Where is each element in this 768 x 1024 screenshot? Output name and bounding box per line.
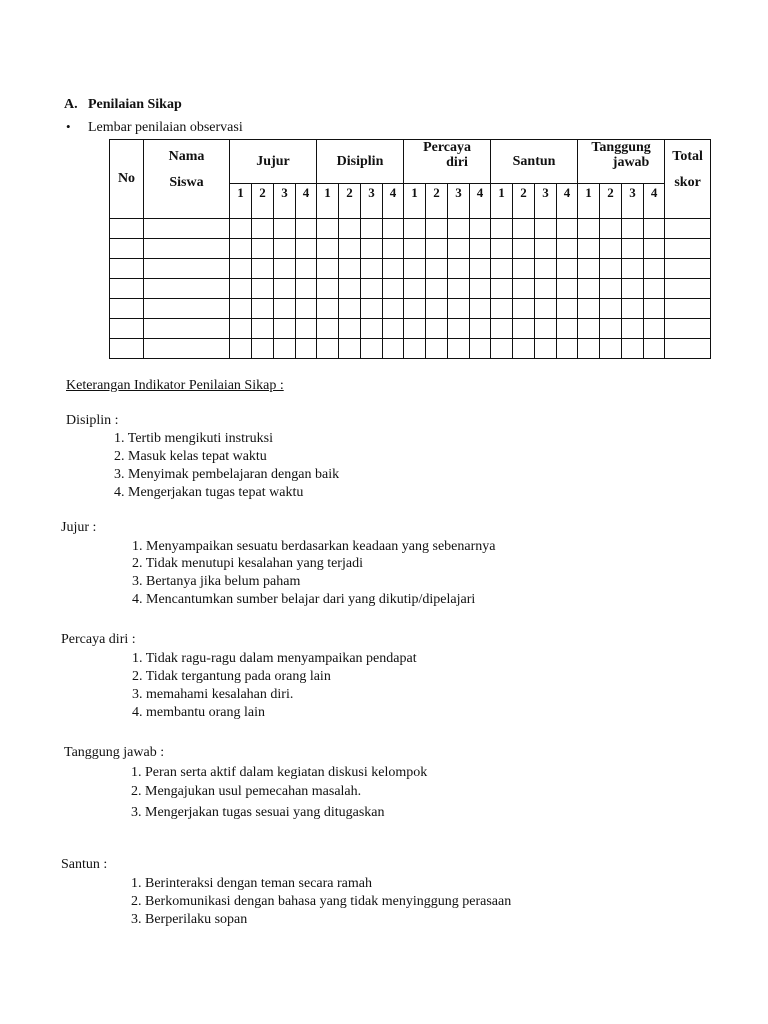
table-cell xyxy=(535,319,557,339)
table-cell xyxy=(426,239,448,259)
table-cell xyxy=(404,239,426,259)
table-cell xyxy=(535,339,557,359)
table-cell xyxy=(274,299,296,319)
score-column-header: 3 xyxy=(622,184,644,219)
score-column-header: 1 xyxy=(491,184,513,219)
table-cell xyxy=(230,339,252,359)
table-cell xyxy=(274,279,296,299)
score-column-header: 1 xyxy=(230,184,252,219)
table-cell xyxy=(470,239,491,259)
table-cell xyxy=(230,219,252,239)
table-cell xyxy=(110,319,144,339)
table-cell xyxy=(426,259,448,279)
heading-title: Penilaian Sikap xyxy=(88,97,182,112)
table-cell xyxy=(535,239,557,259)
legend-title: Keterangan Indikator Penilaian Sikap : xyxy=(66,378,284,393)
column-header-group-line: diri xyxy=(446,155,468,170)
table-cell xyxy=(470,299,491,319)
column-header-total-line: Total xyxy=(672,149,703,164)
list-item: 4. Mengerjakan tugas tepat waktu xyxy=(114,485,304,500)
table-cell xyxy=(404,219,426,239)
table-cell xyxy=(644,279,665,299)
table-cell xyxy=(230,239,252,259)
table-cell xyxy=(557,239,578,259)
table-cell xyxy=(317,319,339,339)
table-cell xyxy=(622,299,644,319)
table-cell xyxy=(144,259,230,279)
column-header-no: No xyxy=(110,140,144,219)
table-cell xyxy=(470,259,491,279)
assessment-table xyxy=(109,139,711,359)
table-cell xyxy=(404,279,426,299)
table-cell xyxy=(665,299,711,319)
list-item: 2. Tidak menutupi kesalahan yang terjadi xyxy=(132,556,363,571)
table-cell xyxy=(448,239,470,259)
table-cell xyxy=(491,259,513,279)
column-header-nama-siswa xyxy=(144,140,230,219)
table-cell xyxy=(470,219,491,239)
list-item: 3. memahami kesalahan diri. xyxy=(132,687,294,702)
table-cell xyxy=(252,319,274,339)
table-cell xyxy=(448,219,470,239)
table-row xyxy=(110,259,711,279)
table-cell xyxy=(426,339,448,359)
list-item: 1. Tidak ragu-ragu dalam menyampaikan pendapat xyxy=(132,651,417,666)
table-cell xyxy=(535,279,557,299)
table-cell xyxy=(600,219,622,239)
table-cell xyxy=(317,339,339,359)
column-header-group xyxy=(578,140,665,184)
list-item: 3. Berperilaku sopan xyxy=(131,912,248,927)
table-cell xyxy=(426,279,448,299)
table-cell xyxy=(230,319,252,339)
section-label-santun: Santun : xyxy=(61,857,108,872)
score-column-header: 4 xyxy=(383,184,404,219)
table-cell xyxy=(578,319,600,339)
table-cell xyxy=(317,299,339,319)
column-header-total-line: skor xyxy=(674,175,701,190)
score-column-header: 1 xyxy=(578,184,600,219)
column-header-group-line: Disiplin xyxy=(336,153,384,169)
table-cell xyxy=(622,239,644,259)
table-cell xyxy=(252,259,274,279)
table-cell xyxy=(513,219,535,239)
table-row xyxy=(110,319,711,339)
table-cell xyxy=(317,239,339,259)
column-header-group-line: jawab xyxy=(612,155,650,170)
table-cell xyxy=(557,219,578,239)
list-item: 1. Tertib mengikuti instruksi xyxy=(114,431,273,446)
score-column-header: 3 xyxy=(448,184,470,219)
table-cell xyxy=(296,219,317,239)
table-cell xyxy=(339,219,361,239)
table-cell xyxy=(665,239,711,259)
table-cell xyxy=(665,219,711,239)
table-cell xyxy=(230,279,252,299)
table-cell xyxy=(622,319,644,339)
table-cell xyxy=(361,339,383,359)
column-header-group xyxy=(404,140,491,184)
table-cell xyxy=(296,339,317,359)
table-cell xyxy=(110,339,144,359)
table-cell xyxy=(557,339,578,359)
table-cell xyxy=(383,319,404,339)
table-row xyxy=(110,299,711,319)
table-cell xyxy=(644,219,665,239)
table-cell xyxy=(274,259,296,279)
table-cell xyxy=(252,279,274,299)
table-cell xyxy=(296,319,317,339)
table-row xyxy=(110,279,711,299)
bullet-icon: • xyxy=(66,119,71,134)
table-cell xyxy=(470,319,491,339)
table-cell xyxy=(578,259,600,279)
table-cell xyxy=(144,339,230,359)
table-cell xyxy=(252,299,274,319)
score-column-header: 2 xyxy=(600,184,622,219)
table-cell xyxy=(383,219,404,239)
table-cell xyxy=(578,219,600,239)
table-cell xyxy=(110,259,144,279)
table-cell xyxy=(230,259,252,279)
table-cell xyxy=(383,279,404,299)
table-cell xyxy=(296,279,317,299)
table-cell xyxy=(404,339,426,359)
table-cell xyxy=(252,239,274,259)
score-column-header: 1 xyxy=(404,184,426,219)
table-cell xyxy=(578,339,600,359)
table-cell xyxy=(339,339,361,359)
list-item: 3. Bertanya jika belum paham xyxy=(132,574,301,589)
table-cell xyxy=(110,239,144,259)
table-cell xyxy=(404,319,426,339)
column-header-nama-line: Siswa xyxy=(169,175,204,190)
table-cell xyxy=(448,339,470,359)
table-cell xyxy=(600,319,622,339)
table-cell xyxy=(317,219,339,239)
table-cell xyxy=(600,299,622,319)
score-column-header: 3 xyxy=(361,184,383,219)
table-cell xyxy=(110,279,144,299)
list-item: 2. Mengajukan usul pemecahan masalah. xyxy=(131,784,362,799)
table-cell xyxy=(665,319,711,339)
table-cell xyxy=(252,339,274,359)
table-cell xyxy=(470,279,491,299)
section-label-tanggung-jawab: Tanggung jawab : xyxy=(64,745,165,760)
column-header-group-line: Jujur xyxy=(256,153,290,169)
table-cell xyxy=(296,259,317,279)
table-cell xyxy=(144,299,230,319)
table-cell xyxy=(491,239,513,259)
table-cell xyxy=(144,219,230,239)
score-column-header: 2 xyxy=(339,184,361,219)
column-header-group xyxy=(230,140,317,184)
score-column-header: 2 xyxy=(513,184,535,219)
table-cell xyxy=(600,279,622,299)
table-cell xyxy=(622,259,644,279)
column-header-nama-line: Nama xyxy=(168,149,205,164)
table-cell xyxy=(513,339,535,359)
table-cell xyxy=(600,339,622,359)
table-cell xyxy=(252,219,274,239)
table-cell xyxy=(361,239,383,259)
table-cell xyxy=(448,299,470,319)
table-cell xyxy=(665,259,711,279)
table-cell xyxy=(491,279,513,299)
table-cell xyxy=(622,339,644,359)
column-header-group xyxy=(491,140,578,184)
table-cell xyxy=(296,239,317,259)
table-cell xyxy=(644,319,665,339)
table-row xyxy=(110,239,711,259)
table-cell xyxy=(470,339,491,359)
section-label-jujur: Jujur : xyxy=(61,520,97,535)
table-cell xyxy=(317,279,339,299)
section-label-disiplin: Disiplin : xyxy=(66,413,119,428)
table-cell xyxy=(557,299,578,319)
table-cell xyxy=(448,259,470,279)
list-item: 2. Berkomunikasi dengan bahasa yang tidak menyinggung perasaan xyxy=(131,894,512,909)
table-cell xyxy=(274,239,296,259)
table-row xyxy=(110,219,711,239)
column-header-group-line: Santun xyxy=(512,153,556,169)
table-cell xyxy=(491,299,513,319)
bullet-text: Lembar penilaian observasi xyxy=(88,120,243,135)
score-column-header: 2 xyxy=(252,184,274,219)
list-item: 3. Mengerjakan tugas sesuai yang ditugaskan xyxy=(131,805,385,820)
table-cell xyxy=(426,319,448,339)
list-item: 2. Tidak tergantung pada orang lain xyxy=(132,669,331,684)
column-header-group-line: Percaya xyxy=(423,140,472,155)
table-cell xyxy=(230,299,252,319)
table-cell xyxy=(513,259,535,279)
list-item: 3. Menyimak pembelajaran dengan baik xyxy=(114,467,340,482)
table-cell xyxy=(622,219,644,239)
table-cell xyxy=(383,239,404,259)
table-cell xyxy=(578,279,600,299)
score-column-header: 4 xyxy=(557,184,578,219)
table-cell xyxy=(339,299,361,319)
table-cell xyxy=(448,319,470,339)
table-cell xyxy=(426,219,448,239)
list-item: 4. Mencantumkan sumber belajar dari yang dikutip/dipelajari xyxy=(132,592,476,607)
table-cell xyxy=(557,259,578,279)
table-cell xyxy=(535,259,557,279)
table-cell xyxy=(491,319,513,339)
table-cell xyxy=(361,299,383,319)
bullet-item xyxy=(66,119,243,136)
table-cell xyxy=(644,299,665,319)
heading-letter: A. xyxy=(64,97,78,112)
score-column-header: 2 xyxy=(426,184,448,219)
table-cell xyxy=(644,339,665,359)
score-column-header: 4 xyxy=(470,184,491,219)
table-cell xyxy=(144,239,230,259)
table-cell xyxy=(535,219,557,239)
list-item: 1. Peran serta aktif dalam kegiatan diskusi kelompok xyxy=(131,765,428,780)
table-cell xyxy=(361,279,383,299)
column-header-group-line: Tanggung xyxy=(591,140,651,155)
score-column-header: 4 xyxy=(644,184,665,219)
list-item: 1. Berinteraksi dengan teman secara ramah xyxy=(131,876,373,891)
table-cell xyxy=(665,279,711,299)
table-cell xyxy=(665,339,711,359)
column-header-total-skor xyxy=(665,140,711,219)
table-cell xyxy=(110,219,144,239)
score-column-header: 1 xyxy=(317,184,339,219)
table-cell xyxy=(491,219,513,239)
list-item: 4. membantu orang lain xyxy=(132,705,265,720)
section-label-percaya-diri: Percaya diri : xyxy=(61,632,136,647)
table-cell xyxy=(535,299,557,319)
table-cell xyxy=(383,339,404,359)
table-cell xyxy=(578,239,600,259)
table-cell xyxy=(361,219,383,239)
score-column-header: 4 xyxy=(296,184,317,219)
table-cell xyxy=(448,279,470,299)
table-cell xyxy=(513,299,535,319)
table-cell xyxy=(361,259,383,279)
table-cell xyxy=(274,219,296,239)
table-cell xyxy=(317,259,339,279)
section-heading xyxy=(64,97,182,113)
table-cell xyxy=(644,239,665,259)
score-column-header: 3 xyxy=(535,184,557,219)
table-cell xyxy=(600,239,622,259)
table-cell xyxy=(644,259,665,279)
table-cell xyxy=(144,279,230,299)
table-cell xyxy=(557,279,578,299)
table-cell xyxy=(513,319,535,339)
table-cell xyxy=(339,239,361,259)
table-cell xyxy=(404,299,426,319)
table-cell xyxy=(622,279,644,299)
table-cell xyxy=(578,299,600,319)
table-cell xyxy=(513,279,535,299)
table-cell xyxy=(339,259,361,279)
table-cell xyxy=(557,319,578,339)
table-cell xyxy=(274,339,296,359)
table-cell xyxy=(144,319,230,339)
column-header-group xyxy=(317,140,404,184)
table-cell xyxy=(274,319,296,339)
table-cell xyxy=(404,259,426,279)
table-cell xyxy=(491,339,513,359)
table-cell xyxy=(513,239,535,259)
table-cell xyxy=(110,299,144,319)
table-cell xyxy=(383,259,404,279)
table-cell xyxy=(339,319,361,339)
list-item: 2. Masuk kelas tepat waktu xyxy=(114,449,267,464)
table-cell xyxy=(339,279,361,299)
score-column-header: 3 xyxy=(274,184,296,219)
table-row xyxy=(110,339,711,359)
table-cell xyxy=(600,259,622,279)
table-cell xyxy=(383,299,404,319)
table-cell xyxy=(426,299,448,319)
table-cell xyxy=(296,299,317,319)
list-item: 1. Menyampaikan sesuatu berdasarkan keadaan yang sebenarnya xyxy=(132,539,496,554)
table-cell xyxy=(361,319,383,339)
